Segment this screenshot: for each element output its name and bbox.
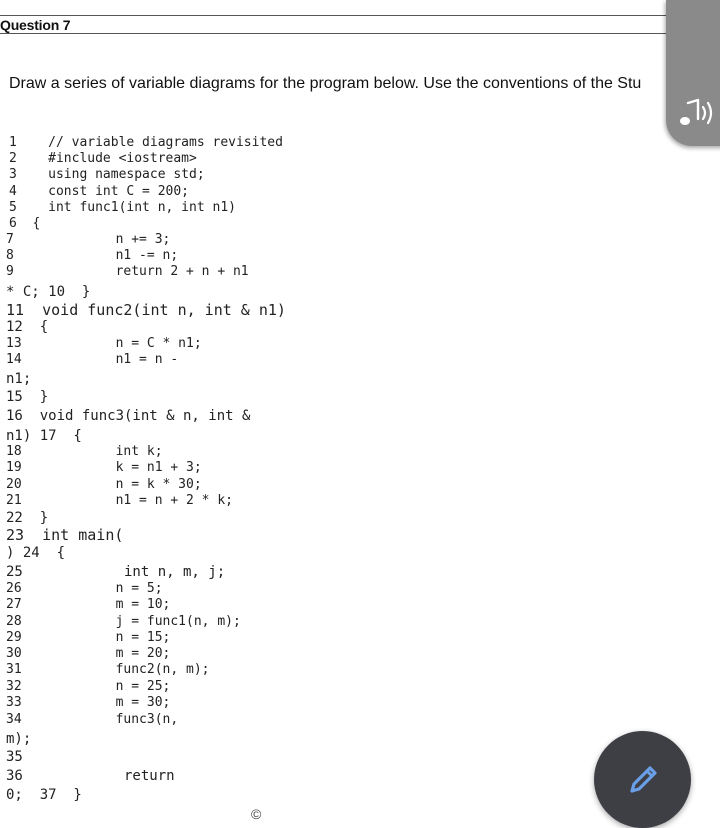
code-line: 3 using namespace std; [9,167,205,182]
code-line: * C; 10 } [6,284,91,300]
code-line: n1) 17 { [6,428,82,444]
code-line: ) 24 { [6,545,66,561]
code-line: 31 func2(n, m); [6,662,210,677]
copyright-symbol: © [251,806,262,822]
code-line: 15 } [6,389,49,405]
code-line: 16 void func3(int & n, int & [6,408,251,424]
code-line: 36 return [6,768,175,784]
code-line: 19 k = n1 + 3; [6,460,202,475]
code-line: 7 n += 3; [6,232,171,247]
code-line: 28 j = func1(n, m); [6,614,241,629]
edit-button[interactable] [594,731,691,828]
code-line: 34 func3(n, [6,712,179,727]
code-line: 25 int n, m, j; [6,564,226,580]
code-line: 14 n1 = n - [6,352,179,367]
code-line: 1 // variable diagrams revisited [9,135,283,150]
code-line: 4 const int C = 200; [9,184,190,199]
code-line: 35 [6,749,23,765]
code-line: 27 m = 10; [6,597,171,612]
code-line: 0; 37 } [6,787,82,803]
code-line: m); [6,731,32,747]
code-line: 11 void func2(int n, int & n1) [6,301,286,319]
code-line: 22 } [6,510,49,526]
audio-wave-icon [676,97,720,131]
code-line: 13 n = C * n1; [6,336,202,351]
question-title: Question 7 [0,17,71,33]
code-line: 9 return 2 + n + n1 [6,264,249,279]
question-instructions: Draw a series of variable diagrams for the program below. Use the conventions of the Stu [9,75,642,92]
code-line: 32 n = 25; [6,679,171,694]
code-line: 33 m = 30; [6,695,171,710]
code-line: 26 n = 5; [6,581,163,596]
code-line: 6 { [9,216,41,231]
pencil-icon [623,760,663,800]
code-line: 2 #include <iostream> [9,151,197,166]
code-line: 18 int k; [6,444,163,459]
code-line: 20 n = k * 30; [6,477,202,492]
code-line: 30 m = 20; [6,646,171,661]
audio-button[interactable] [676,94,720,134]
code-line: n1; [6,371,32,387]
code-line: 29 n = 15; [6,630,171,645]
code-line: 5 int func1(int n, int n1) [9,200,236,215]
code-line: 12 { [6,319,49,335]
code-line: 21 n1 = n + 2 * k; [6,493,233,508]
code-line: 8 n1 -= n; [6,248,179,263]
code-line: 23 int main( [6,526,124,544]
